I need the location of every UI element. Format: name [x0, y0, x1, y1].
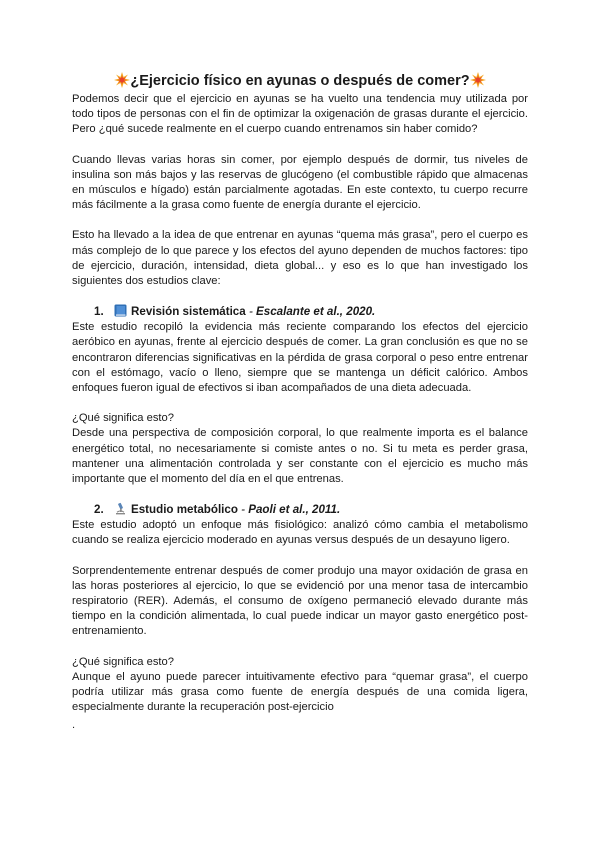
collision-burst-icon — [470, 72, 486, 88]
separator: - — [237, 503, 249, 517]
study-1-body: Este estudio recopiló la evidencia más reciente comparando los efectos del ejercicio aeróbico en ayunas, frente al ejercicio después de comer. La gran conclusión es que no se encontraron diferencias significativas en la pérdida de grasa corporal o peso entre entrenar con el estómago, vacío o lleno, siempre que se mantenga un déficit calórico. Ambos enfoques fueron igual de efectivos si iban acompañados de una dieta adecuada. — [72, 321, 528, 395]
intro-paragraph: Podemos decir que el ejercicio en ayunas se ha vuelto una tendencia muy utilizada por todo tipos de personas con el fin de optimizar la oxigenación de grasas durante el ejercicio. Pero ¿qué sucede realmente en el cuerpo cuando entrenamos sin haber comido? — [72, 93, 528, 136]
study-label: Estudio metabólico — [131, 503, 238, 517]
trailing-dot: . — [72, 718, 76, 731]
study-citation: Escalante et al., 2020. — [256, 305, 376, 319]
study-2-answer: Aunque el ayuno puede parecer intuitivamente efectivo para “quemar grasa”, el cuerpo podría utilizar más grasa como fuente de energía después de una comida ligera, especialmente durante la recuperación post-ejercicio — [72, 670, 528, 714]
study-1-answer: Desde una perspectiva de composición corporal, lo que realmente importa es el balance energético total, no necesariamente si comiste antes o no. Si tu meta es perder grasa, mantener una alimentación controlada y ser constante con el ejercicio es mucho más importante que el momento del día en el que entrenas. — [72, 427, 528, 486]
study-2-question: ¿Qué significa esto? — [72, 655, 174, 668]
separator: - — [245, 305, 257, 319]
intro-paragraph: Esto ha llevado a la idea de que entrenar en ayunas “quema más grasa”, pero el cuerpo es más complejo de lo que parece y los efectos del ayuno dependen de muchos factores: tipo de ejercicio, duración, intensidad, dieta global... y eso es lo que han investigado los siguientes dos estudios clave: — [72, 229, 528, 288]
list-number: 1. — [94, 305, 104, 319]
study-label: Revisión sistemática — [131, 305, 246, 319]
page-title — [72, 72, 528, 90]
intro-paragraph: Cuando llevas varias horas sin comer, por ejemplo después de dormir, tus niveles de insulina son más bajos y las reservas de glucógeno (el combustible rápido que almacenas en músculos e hígado) están parcialmente agotadas. En este contexto, tu cuerpo recurre más fácilmente a la grasa como fuente de energía durante el ejercicio. — [72, 153, 528, 212]
study-1-question: ¿Qué significa esto? — [72, 412, 174, 425]
title-text: ¿Ejercicio físico en ayunas o después de comer? — [130, 73, 470, 89]
list-number: 2. — [94, 503, 104, 517]
collision-burst-icon — [114, 72, 130, 88]
study-2-body: Este estudio adoptó un enfoque más fisiológico: analizó cómo cambia el metabolismo cuando se realiza ejercicio moderado en ayunas versus después de un desayuno ligero. — [72, 519, 528, 547]
study-2-body-2: Sorprendentemente entrenar después de comer produjo una mayor oxidación de grasa en las horas posteriores al ejercicio, lo que se evidenció por una menor tasa de intercambio respiratorio (RER). Además, el consumo de oxígeno permaneció elevado durante más tiempo en la condición alimentada, lo cual puede indicar un mayor gasto energético post-entrenamiento. — [72, 564, 528, 638]
blue-book-icon — [114, 304, 127, 317]
study-2-heading — [94, 502, 528, 518]
study-1-heading — [94, 304, 528, 320]
study-citation: Paoli et al., 2011. — [248, 503, 341, 517]
microscope-icon — [114, 502, 127, 515]
